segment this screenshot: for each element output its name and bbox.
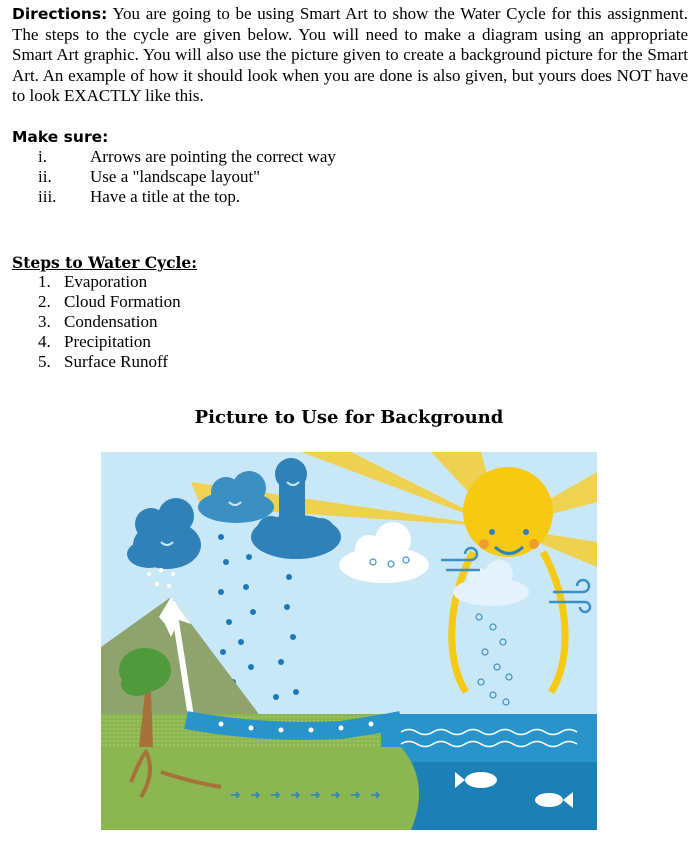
picture-title: Picture to Use for Background (194, 407, 504, 428)
list-item (38, 187, 336, 207)
list-item (38, 147, 336, 167)
list-item-number: 3. (38, 312, 51, 331)
list-item (38, 292, 181, 312)
list-item-number: ii. (38, 167, 52, 186)
list-item-text: Have a title at the top. (90, 187, 241, 206)
directions-text: You are going to be using Smart Art to show the Water Cycle for this assignment. The steps to the cycle are given below. You will need to make a diagram using an appropriate Smart Art graphic. You will also use the picture given to create a background picture for the Smart Art. An example of how it should look when you are done is also given, but yours does NOT have to look EXACTLY like this. (12, 4, 688, 105)
directions-paragraph (12, 4, 688, 107)
list-item-number: 5. (38, 352, 51, 371)
list-item-text: Precipitation (64, 332, 151, 351)
list-item-number: 4. (38, 332, 51, 351)
list-item (38, 272, 181, 292)
list-item-number: 2. (38, 292, 51, 311)
list-item-text: Arrows are pointing the correct way (90, 147, 336, 166)
list-item (38, 312, 181, 332)
make-sure-list (38, 147, 336, 207)
water-cycle-illustration (101, 452, 597, 830)
steps-heading: Steps to Water Cycle: (12, 253, 198, 272)
list-item (38, 167, 336, 187)
list-item-text: Cloud Formation (64, 292, 181, 311)
list-item-text: Condensation (64, 312, 158, 331)
list-item (38, 332, 181, 352)
list-item-number: 1. (38, 272, 51, 291)
steps-list (38, 272, 181, 372)
list-item-number: i. (38, 147, 47, 166)
directions-label: Directions: (12, 5, 108, 23)
list-item-text: Use a "landscape layout" (90, 167, 261, 186)
make-sure-heading: Make sure: (12, 128, 109, 146)
list-item-text: Evaporation (64, 272, 148, 291)
list-item-number: iii. (38, 187, 57, 206)
deep-water (401, 762, 597, 830)
list-item-text: Surface Runoff (64, 352, 169, 371)
list-item (38, 352, 181, 372)
